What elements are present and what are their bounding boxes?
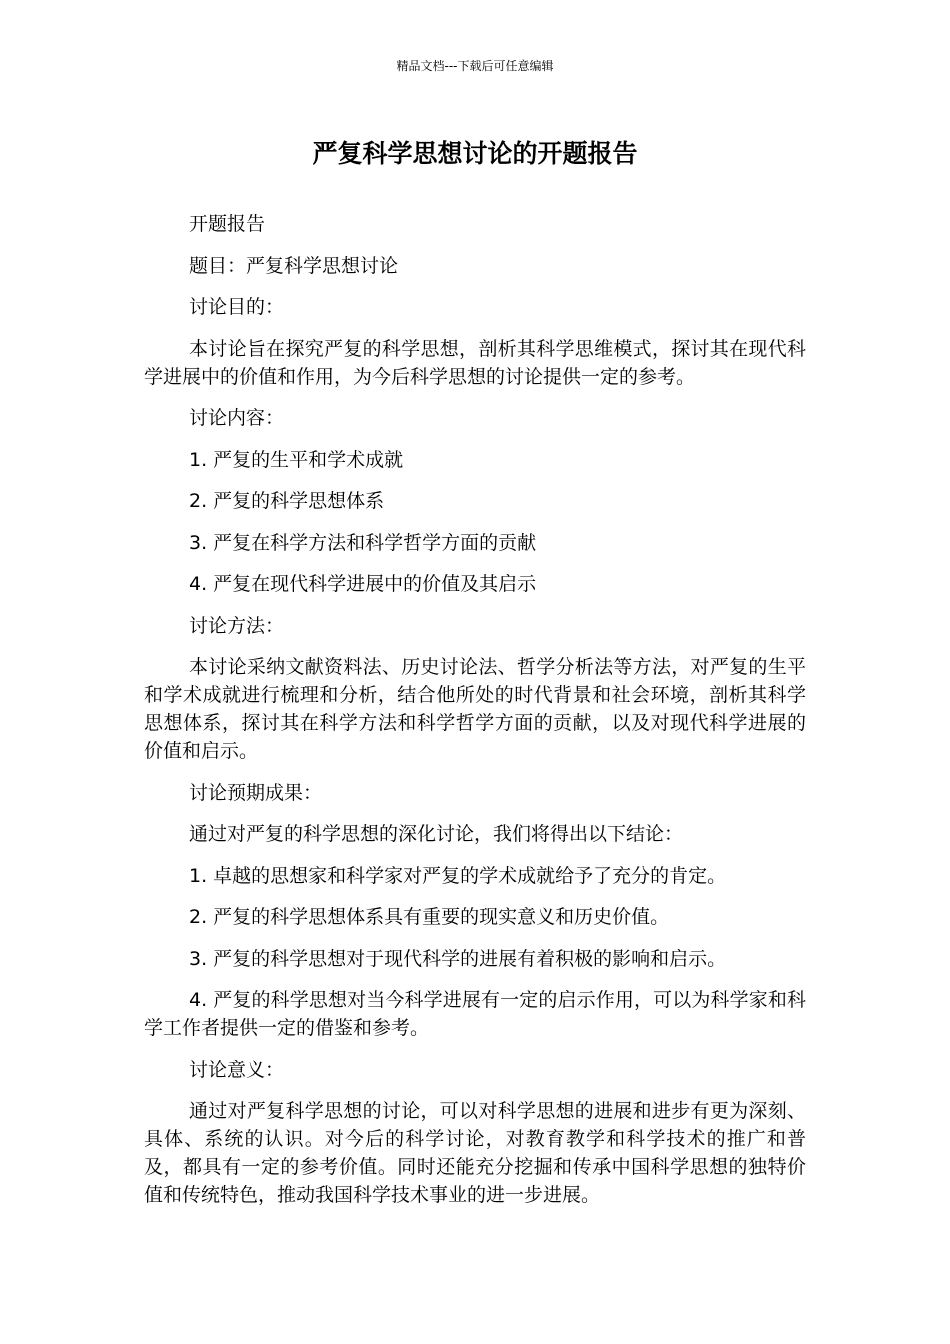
result-item-2: 2. 严复的科学思想体系具有重要的现实意义和历史价值。 <box>189 906 670 928</box>
paragraph-results-intro: 通过对严复的科学思想的深化讨论，我们将得出以下结论： <box>189 823 684 845</box>
heading-expected-results: 讨论预期成果： <box>189 781 323 804</box>
result-item-1: 1. 卓越的思想家和科学家对严复的学术成就给予了充分的肯定。 <box>189 864 727 887</box>
content-item-1: 1. 严复的生平和学术成就 <box>189 448 404 471</box>
content-item-4: 4. 严复在现代科学进展中的价值及其启示 <box>189 573 537 595</box>
heading-content: 讨论内容： <box>189 407 285 429</box>
document-title: 严复科学思想讨论的开题报告 <box>312 139 638 168</box>
result-item-4: 4. 严复的科学思想对当今科学进展有一定的启示作用，可以为科学家和科学工作者提供一定的借鉴和参考。 <box>144 989 806 1039</box>
paragraph-purpose: 本讨论旨在探究严复的科学思想，剖析其科学思维模式，探讨其在现代科学进展中的价值和作用，为今后科学思想的讨论提供一定的参考。 <box>144 337 806 388</box>
result-item-3: 3. 严复的科学思想对于现代科学的进展有着积极的影响和启示。 <box>189 947 727 970</box>
heading-method: 讨论方法： <box>189 614 285 637</box>
content-item-3: 3. 严复在科学方法和科学哲学方面的贡献 <box>189 531 537 554</box>
paragraph-significance: 通过对严复科学思想的讨论，可以对科学思想的进展和进步有更为深刻、具体、系统的认识。对今后的科学讨论，对教育教学和科学技术的推广和普及，都具有一定的参考价值。同时还能充分挖掘和传承中国科学思想的独特价值和传统特色，推动我国科学技术事业的进一步进展。 <box>144 1100 806 1206</box>
content-item-2: 2. 严复的科学思想体系 <box>189 490 385 512</box>
paragraph-method: 本讨论采纳文献资料法、历史讨论法、哲学分析法等方法，对严复的生平和学术成就进行梳理和分析，结合他所处的时代背景和社会环境，剖析其科学思想体系，探讨其在科学方法和科学哲学方面的贡献，以及对现代科学进展的价值和启示。 <box>144 656 806 762</box>
heading-purpose: 讨论目的： <box>189 296 285 318</box>
document-body <box>144 210 806 1223</box>
paragraph-report-label: 开题报告 <box>189 213 266 235</box>
page-header-note: 精品文档---下载后可任意编辑 <box>396 59 554 73</box>
heading-significance: 讨论意义： <box>189 1058 285 1081</box>
paragraph-topic: 题目：严复科学思想讨论 <box>189 254 399 277</box>
